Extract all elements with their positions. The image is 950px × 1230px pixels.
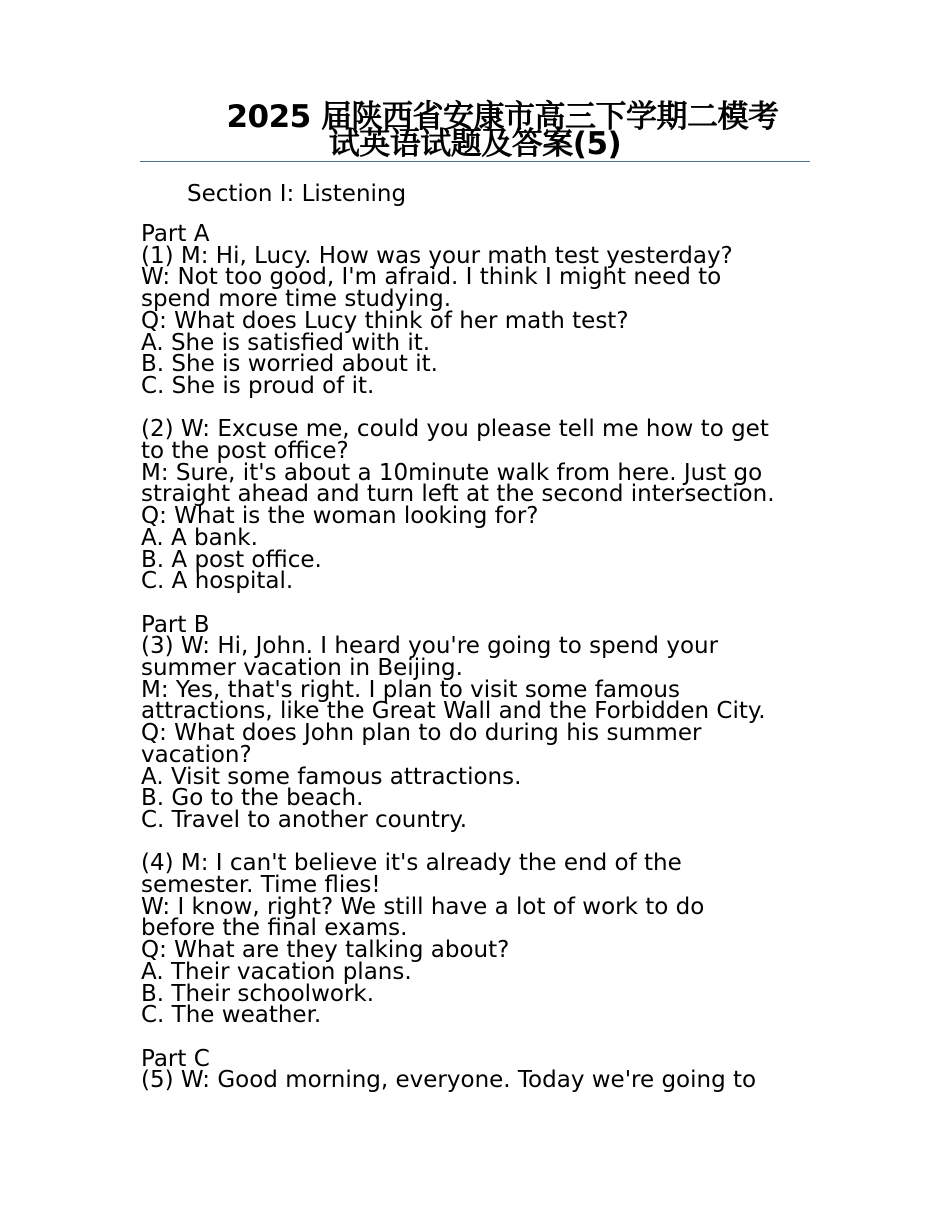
paragraph xyxy=(141,221,801,399)
text-line: vacation? xyxy=(141,741,252,768)
text-line: spend more time studying. xyxy=(141,286,452,313)
text-line: C. A hospital. xyxy=(141,568,294,595)
text-line: B. She is worried about it. xyxy=(141,351,438,378)
text-line: Q: What is the woman looking for? xyxy=(141,503,539,530)
text-line: A. Visit some famous attractions. xyxy=(141,763,522,790)
text-line: semester. Time flies! xyxy=(141,872,381,899)
text-line: M: Yes, that's right. I plan to visit some famous xyxy=(141,676,680,703)
text-line: Part A xyxy=(141,221,210,247)
text-line: (5) W: Good morning, everyone. Today we're going to xyxy=(141,1067,757,1094)
text-line: (3) W: Hi, John. I heard you're going to spend your xyxy=(141,633,719,660)
text-line: A. A bank. xyxy=(141,524,258,551)
text-line: summer vacation in Beijing. xyxy=(141,655,463,682)
text-line: C. She is proud of it. xyxy=(141,372,375,399)
paragraph xyxy=(141,611,801,833)
text-line: before the final exams. xyxy=(141,915,408,942)
text-line: straight ahead and turn left at the second intersection. xyxy=(141,481,775,508)
text-line: C. The weather. xyxy=(141,1002,322,1029)
document-title xyxy=(140,99,810,162)
document-body xyxy=(141,221,801,1094)
section-heading: Section I: Listening xyxy=(187,181,407,207)
text-line: Q: What are they talking about? xyxy=(141,937,510,964)
text-line: W: I know, right? We still have a lot of work to do xyxy=(141,893,705,920)
text-line: Q: What does John plan to do during his summer xyxy=(141,720,702,747)
title-line-1: 2025 届陕西省安康市高三下学期二模考 xyxy=(226,99,779,135)
paragraph xyxy=(141,850,801,1029)
text-line: (4) M: I can't believe it's already the end of the xyxy=(141,850,682,877)
paragraph xyxy=(141,1045,801,1094)
text-line: B. Their schoolwork. xyxy=(141,980,375,1007)
text-line: C. Travel to another country. xyxy=(141,806,468,833)
text-line: B. Go to the beach. xyxy=(141,785,364,812)
title-underline xyxy=(140,161,810,162)
text-line: attractions, like the Great Wall and the Forbidden City. xyxy=(141,698,766,725)
text-line: Part B xyxy=(141,611,210,638)
text-line: W: Not too good, I'm afraid. I think I might need to xyxy=(141,264,722,291)
text-line: (2) W: Excuse me, could you please tell me how to get xyxy=(141,416,769,443)
paragraph xyxy=(141,416,801,595)
text-line: B. A post office. xyxy=(141,546,322,573)
text-line: (1) M: Hi, Lucy. How was your math test yesterday? xyxy=(141,242,733,269)
text-line: M: Sure, it's about a 10minute walk from here. Just go xyxy=(141,459,763,486)
text-line: to the post office? xyxy=(141,438,349,465)
text-line: Q: What does Lucy think of her math test? xyxy=(141,307,629,334)
text-line: A. Their vacation plans. xyxy=(141,958,412,985)
text-line: A. She is satisfied with it. xyxy=(141,329,431,356)
text-line: Part C xyxy=(141,1045,210,1072)
title-line-2: 试英语试题及答案(5) xyxy=(328,126,622,162)
